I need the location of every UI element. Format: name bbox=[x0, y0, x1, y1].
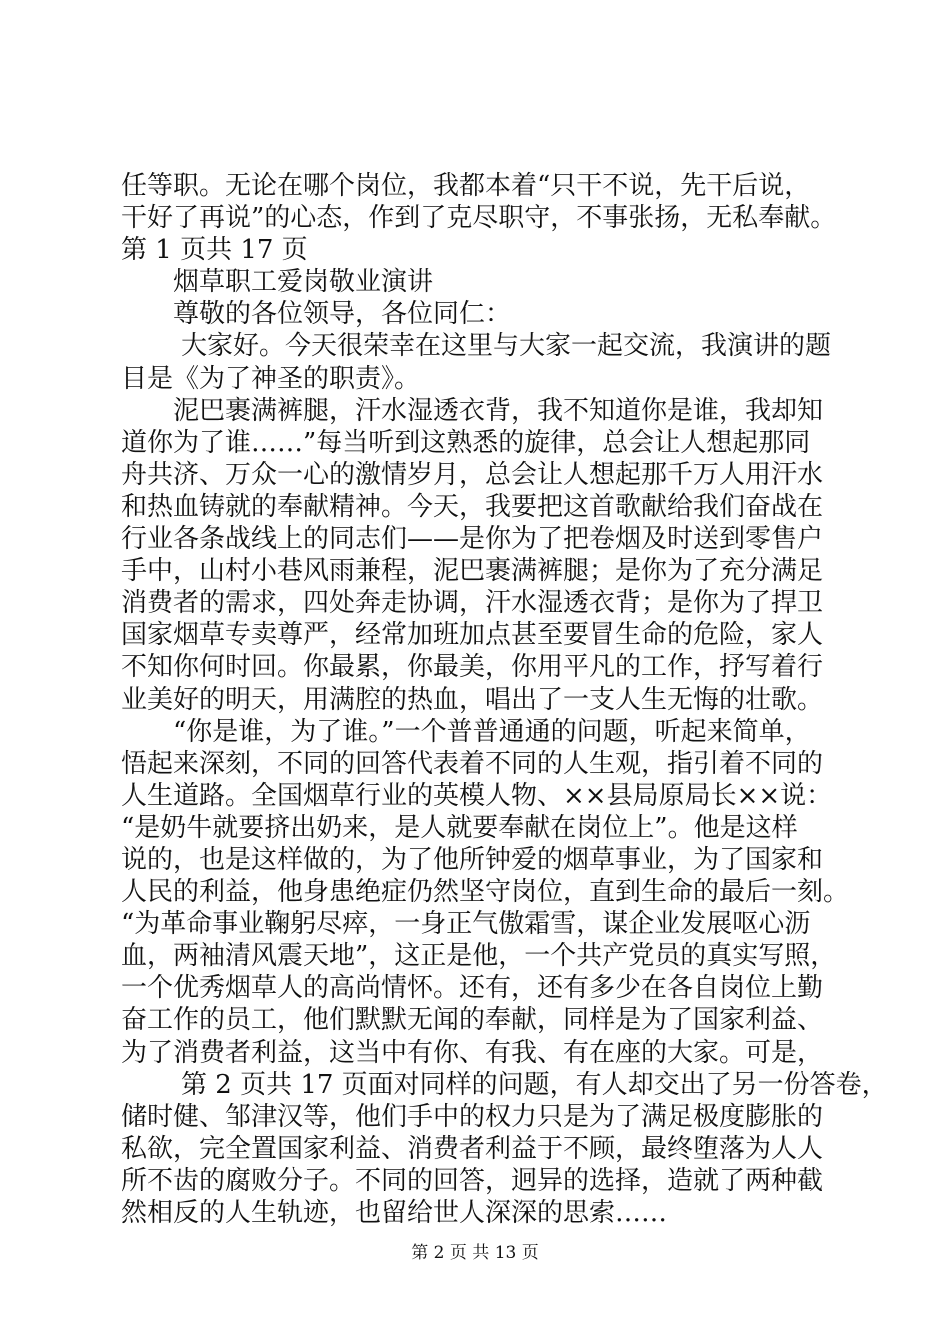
text-line: 舟共济、万众一心的激情岁月，总会让人想起那千万人用汗水 bbox=[121, 459, 824, 490]
text-line: 手中，山村小巷风雨兼程，泥巴裹满裤腿；是你为了充分满足 bbox=[121, 556, 824, 587]
text-line: 目是《为了神圣的职责》。 bbox=[121, 363, 421, 394]
text-line: 干好了再说”的心态，作到了克尽职守，不事张扬，无私奉献。 bbox=[121, 203, 837, 234]
text-line: 悟起来深刻，不同的回答代表着不同的人生观，指引着不同的 bbox=[121, 748, 824, 779]
text-line: 一个优秀烟草人的高尚情怀。还有，还有多少在各自岗位上勤 bbox=[121, 973, 824, 1004]
text-line: 所不齿的腐败分子。不同的回答，迥异的选择，造就了两种截 bbox=[121, 1165, 824, 1196]
text-line: 国家烟草专卖尊严，经常加班加点甚至要冒生命的危险，家人 bbox=[121, 620, 824, 651]
text-line: “是奶牛就要挤出奶来，是人就要奉献在岗位上”。他是这样 bbox=[121, 812, 798, 843]
text-line: 泥巴裹满裤腿，汗水湿透衣背，我不知道你是谁，我却知 bbox=[173, 395, 824, 426]
text-line: 行业各条战线上的同志们——是你为了把卷烟及时送到零售户 bbox=[121, 524, 824, 555]
text-line: 第 2 页共 17 页面对同样的问题，有人却交出了另一份答卷， bbox=[181, 1069, 888, 1100]
text-line: 为了消费者利益，这当中有你、有我、有在座的大家。可是， bbox=[121, 1037, 824, 1068]
text-line: “你是谁，为了谁。”一个普普通通的问题，听起来简单， bbox=[173, 716, 811, 747]
page-footer: 第 2 页 共 13 页 bbox=[411, 1243, 539, 1263]
text-line: 大家好。今天很荣幸在这里与大家一起交流，我演讲的题 bbox=[181, 331, 832, 362]
text-line: 人生道路。全国烟草行业的英模人物、××县局原局长××说： bbox=[121, 780, 833, 811]
salutation: 尊敬的各位领导，各位同仁： bbox=[173, 299, 512, 330]
text-line: 和热血铸就的奉献精神。今天，我要把这首歌献给我们奋战在 bbox=[121, 491, 824, 522]
text-line: 血，两袖清风震天地”，这正是他，一个共产党员的真实写照， bbox=[121, 941, 837, 972]
text-line: 消费者的需求，四处奔走协调，汗水湿透衣背；是你为了捍卫 bbox=[121, 588, 824, 619]
text-line: 私欲，完全置国家利益、消费者利益于不顾，最终堕落为人人 bbox=[121, 1133, 824, 1164]
text-line: 储时健、邹津汉等，他们手中的权力只是为了满足极度膨胀的 bbox=[121, 1101, 824, 1132]
text-line: “为革命事业鞠躬尽瘁，一身正气傲霜雪，谋企业发展呕心沥 bbox=[121, 909, 811, 940]
text-line: 人民的利益，他身患绝症仍然坚守岗位，直到生命的最后一刻。 bbox=[121, 877, 850, 908]
text-line: 奋工作的员工，他们默默无闻的奉献，同样是为了国家利益、 bbox=[121, 1005, 824, 1036]
text-line: 然相反的人生轨迹，也留给世人深深的思索…… bbox=[121, 1198, 668, 1228]
text-line: 道你为了谁……”每当听到这熟悉的旋律，总会让人想起那同 bbox=[121, 427, 811, 458]
page-marker: 第 1 页共 17 页 bbox=[121, 235, 308, 266]
text-line: 说的，也是这样做的，为了他所钟爱的烟草事业，为了国家和 bbox=[121, 844, 824, 875]
document-body bbox=[121, 170, 888, 1229]
text-line: 不知你何时回。你最累，你最美，你用平凡的工作，抒写着行 bbox=[121, 652, 824, 683]
text-line: 任等职。无论在哪个岗位，我都本着“只干不说，先干后说， bbox=[121, 171, 811, 201]
text-line: 业美好的明天，用满腔的热血，唱出了一支人生无悔的壮歌。 bbox=[121, 684, 824, 715]
speech-title: 烟草职工爱岗敬业演讲 bbox=[173, 267, 434, 298]
